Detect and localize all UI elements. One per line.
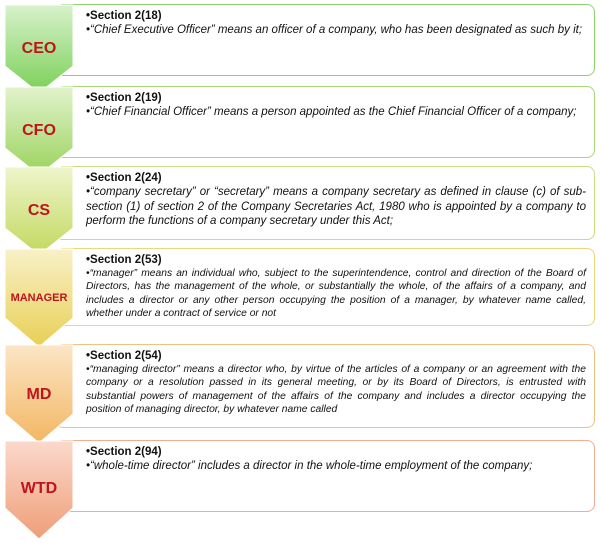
role-label: CS [27,202,51,219]
section-heading: •Section 2(18) [86,10,162,22]
definition-text: •“manager” means an individual who, subject to the superintendence, control and direction of the Board of Directors, has the management of the whole, or substantially the whole, of the affairs of a company, and includes a director or any other person occupying the position of a manager, by whatever name called, whether under a contract of service or not [86,268,586,320]
definition-text: •“managing director” means a director who, by virtue of the articles of a company or an agreement with the company or a resolution passed in its general meeting, or by its Board of Directors, is entrusted with substantial powers of management of the affairs of the company and includes a director occupying the position of managing director, by whatever name called [86,364,586,416]
definition-box [55,248,595,326]
section-heading: •Section 2(53) [86,254,162,266]
section-heading: •Section 2(19) [86,92,162,104]
definition-box [55,440,595,512]
role-label: CEO [21,40,57,57]
section-heading: •Section 2(54) [86,350,162,362]
role-label: CFO [22,122,56,139]
role-label: MANAGER [10,292,68,304]
section-heading: •Section 2(24) [86,172,162,184]
chevron-md [4,344,74,444]
definition-box [55,86,595,158]
chevron-cfo [4,86,74,176]
chevron-wtd [4,440,74,540]
section-heading: •Section 2(94) [86,446,162,458]
definition-text: •“Chief Financial Officer” means a person appointed as the Chief Financial Officer of a company; [86,106,577,118]
definition-text: •“Chief Executive Officer” means an officer of a company, who has been designated as such by it; [86,24,583,36]
chevron-cs [4,166,74,256]
chevron-manager [4,248,74,348]
definition-text: •“whole-time director” includes a director in the whole-time employment of the company; [86,460,533,472]
role-label: MD [26,386,52,403]
chevron-ceo [4,4,74,94]
definition-text: •“company secretary” or “secretary” means a company secretary as defined in clause (c) of sub-section (1) of section 2 of the Company Secretaries Act, 1980 who is appointed by a company to perform the functions of a company secretary under this Act; [86,186,586,227]
definition-box [55,166,595,240]
definition-box [55,4,595,76]
definition-box [55,344,595,428]
role-label: WTD [20,480,58,497]
